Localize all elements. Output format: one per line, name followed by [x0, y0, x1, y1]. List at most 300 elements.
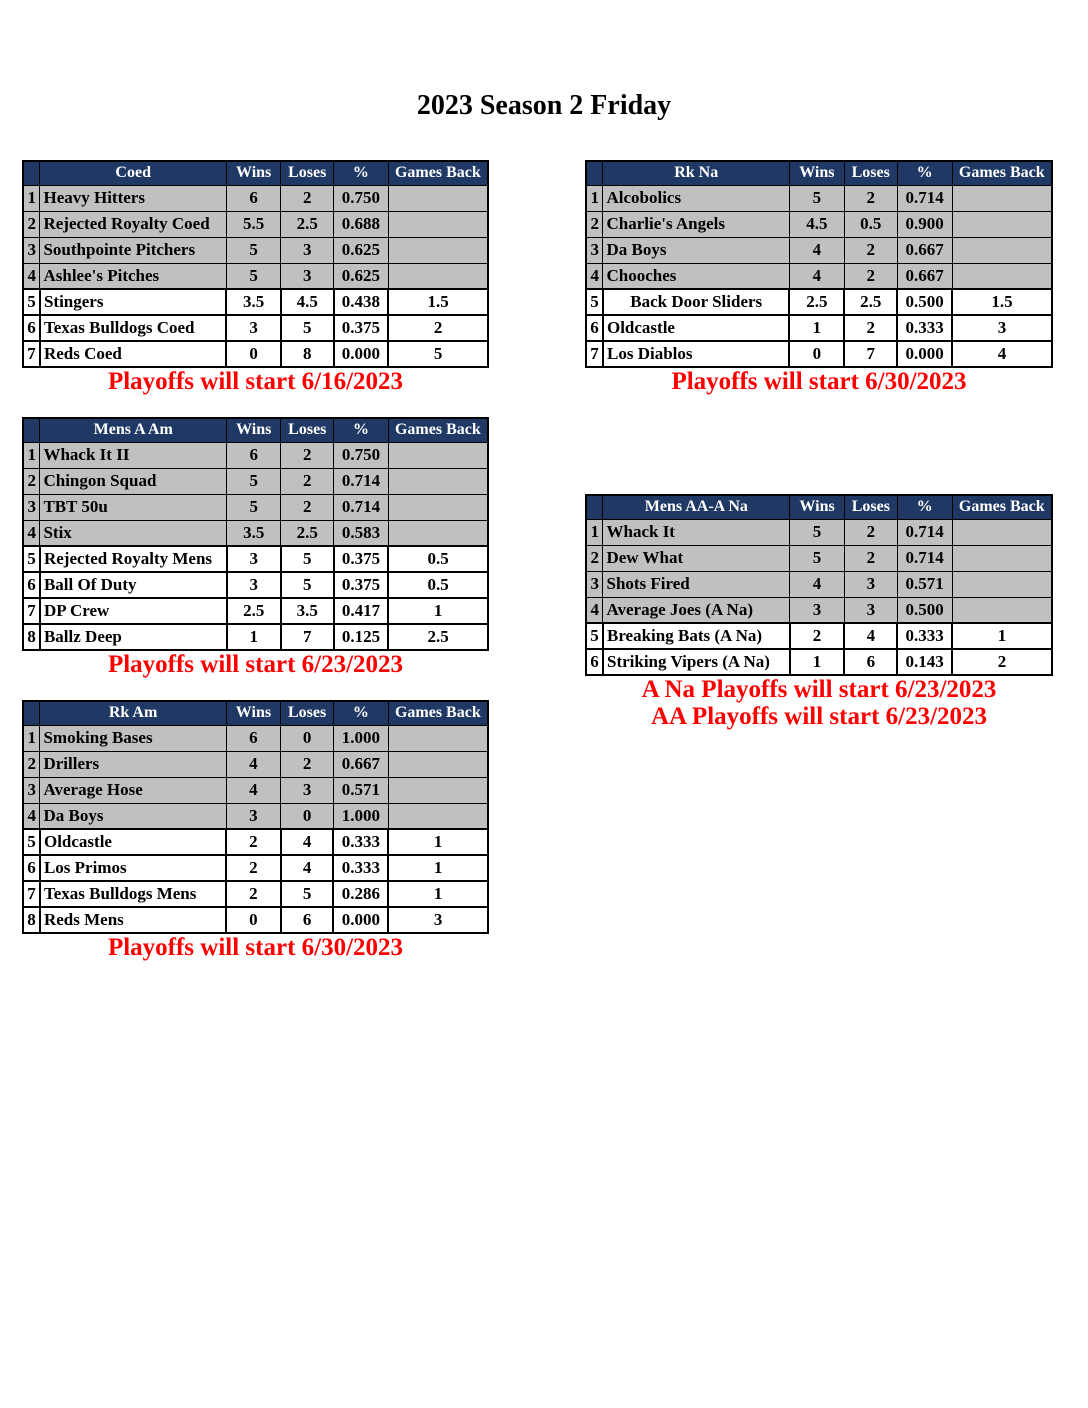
loses-cell: 2 [844, 545, 897, 571]
loses-cell: 0.5 [844, 211, 897, 237]
loses-cell: 2.5 [281, 520, 334, 546]
rank-cell: 1 [586, 519, 603, 545]
table-row [586, 315, 1052, 341]
rank-cell: 6 [23, 572, 40, 598]
table-row [586, 623, 1052, 649]
standings-section-mens-aa-a-na [585, 494, 1053, 731]
playoff-note: Playoffs will start 6/30/2023 [671, 368, 967, 395]
games-back-cell [952, 519, 1052, 545]
pct-cell: 0.714 [897, 519, 952, 545]
rank-cell: 5 [586, 623, 603, 649]
wins-header: Wins [789, 161, 844, 185]
rank-cell: 3 [23, 237, 40, 263]
standings-section-mens-a-am [22, 417, 489, 678]
pct-cell: 1.000 [333, 803, 388, 829]
league-name-header: Mens A Am [40, 418, 227, 442]
games-back-cell: 2 [388, 315, 488, 341]
team-cell: Smoking Bases [40, 725, 226, 751]
loses-cell: 2 [281, 494, 334, 520]
table-row [23, 598, 488, 624]
league-name-header: Coed [40, 161, 226, 185]
table-row [23, 546, 488, 572]
wins-cell: 2.5 [227, 598, 281, 624]
pct-cell: 0.714 [334, 494, 389, 520]
loses-cell: 5 [281, 572, 334, 598]
wins-cell: 0 [226, 907, 281, 933]
loses-cell: 3 [281, 777, 334, 803]
games-back-cell: 0.5 [388, 546, 488, 572]
table-row [586, 649, 1052, 675]
pct-cell: 0.000 [897, 341, 952, 367]
pct-cell: 0.571 [333, 777, 388, 803]
team-cell: Rejected Royalty Mens [40, 546, 227, 572]
table-row [23, 520, 488, 546]
rank-cell: 2 [23, 468, 40, 494]
loses-cell: 0 [281, 803, 334, 829]
games-back-cell: 1 [952, 623, 1052, 649]
loses-cell: 2 [281, 442, 334, 468]
team-cell: DP Crew [40, 598, 227, 624]
loses-cell: 4.5 [281, 289, 334, 315]
team-cell: Whack It [603, 519, 790, 545]
wins-cell: 1 [790, 649, 845, 675]
team-cell: Drillers [40, 751, 226, 777]
wins-header: Wins [227, 418, 281, 442]
games-back-cell: 2.5 [388, 624, 488, 650]
pct-cell: 0.333 [333, 855, 388, 881]
loses-cell: 4 [844, 623, 897, 649]
games-back-cell: 1 [388, 598, 488, 624]
pct-cell: 0.625 [334, 263, 389, 289]
games-back-cell: 1.5 [952, 289, 1052, 315]
loses-cell: 2 [844, 237, 897, 263]
team-cell: Stix [40, 520, 227, 546]
games-back-cell: 1.5 [388, 289, 488, 315]
table-row [586, 571, 1052, 597]
loses-cell: 7 [281, 624, 334, 650]
pct-cell: 0.286 [333, 881, 388, 907]
rank-cell: 7 [23, 598, 40, 624]
rank-cell: 7 [23, 341, 40, 367]
games-back-cell [388, 263, 488, 289]
table-row [23, 855, 488, 881]
pct-cell: 0.688 [334, 211, 389, 237]
rank-cell: 3 [586, 571, 603, 597]
games-back-cell [388, 185, 488, 211]
games-back-cell [952, 185, 1052, 211]
rank-cell: 2 [23, 751, 40, 777]
pct-cell: 0.333 [333, 829, 388, 855]
table-row [586, 519, 1052, 545]
loses-cell: 3 [281, 263, 334, 289]
rank-cell: 1 [23, 442, 40, 468]
loses-header: Loses [281, 701, 334, 725]
team-cell: Rejected Royalty Coed [40, 211, 226, 237]
rank-cell: 5 [23, 829, 40, 855]
pct-cell: 0.750 [334, 185, 389, 211]
wins-cell: 5.5 [226, 211, 280, 237]
pct-cell: 0.583 [334, 520, 389, 546]
loses-cell: 4 [281, 829, 334, 855]
team-cell: TBT 50u [40, 494, 227, 520]
wins-header: Wins [790, 495, 845, 519]
table-row [586, 289, 1052, 315]
games-back-cell [388, 777, 488, 803]
pct-cell: 0.667 [333, 751, 388, 777]
loses-cell: 3 [844, 597, 897, 623]
pct-cell: 0.714 [897, 545, 952, 571]
table-header-row [23, 701, 488, 725]
wins-cell: 4 [226, 751, 281, 777]
rank-cell: 8 [23, 907, 40, 933]
team-cell: Chingon Squad [40, 468, 227, 494]
loses-cell: 5 [281, 315, 334, 341]
standings-table-coed [22, 160, 489, 368]
games-back-cell: 0.5 [388, 572, 488, 598]
games-back-cell [388, 211, 488, 237]
wins-cell: 3 [227, 546, 281, 572]
games-back-cell [388, 237, 488, 263]
table-row [23, 442, 488, 468]
table-row [23, 185, 488, 211]
rank-cell: 5 [23, 546, 40, 572]
games-back-cell: 1 [388, 881, 488, 907]
loses-cell: 8 [281, 341, 334, 367]
pct-cell: 0.571 [897, 571, 952, 597]
games-back-cell [952, 237, 1052, 263]
pct-cell: 0.125 [334, 624, 389, 650]
loses-header: Loses [281, 161, 334, 185]
loses-cell: 2 [844, 519, 897, 545]
team-cell: Reds Mens [40, 907, 226, 933]
games-back-cell [388, 468, 488, 494]
wins-cell: 5 [790, 545, 845, 571]
pct-cell: 1.000 [333, 725, 388, 751]
table-row [23, 341, 488, 367]
pct-cell: 0.000 [333, 907, 388, 933]
playoff-note: Playoffs will start 6/30/2023 [107, 934, 404, 961]
table-row [23, 881, 488, 907]
pct-cell: 0.333 [897, 315, 952, 341]
pct-cell: 0.375 [334, 546, 389, 572]
standings-table-mens-aa-a-na [585, 494, 1053, 676]
games-back-cell [388, 725, 488, 751]
wins-cell: 2 [226, 881, 281, 907]
loses-cell: 3 [281, 237, 334, 263]
wins-cell: 4 [789, 237, 844, 263]
rank-cell: 3 [23, 494, 40, 520]
rank-cell: 6 [586, 315, 603, 341]
loses-cell: 2.5 [844, 289, 897, 315]
loses-cell: 0 [281, 725, 334, 751]
rank-header [23, 161, 40, 185]
team-cell: Los Diablos [603, 341, 789, 367]
pct-cell: 0.667 [897, 263, 952, 289]
rank-header [23, 701, 40, 725]
wins-cell: 4.5 [789, 211, 844, 237]
table-row [586, 341, 1052, 367]
standings-table-rk-am [22, 700, 489, 934]
rank-cell: 8 [23, 624, 40, 650]
table-row [23, 907, 488, 933]
table-row [23, 263, 488, 289]
table-row [23, 468, 488, 494]
team-cell: Heavy Hitters [40, 185, 226, 211]
wins-cell: 6 [226, 185, 280, 211]
wins-cell: 4 [226, 777, 281, 803]
rank-cell: 4 [23, 263, 40, 289]
pct-header: % [897, 161, 952, 185]
team-cell: Alcobolics [603, 185, 789, 211]
loses-cell: 3 [844, 571, 897, 597]
team-cell: Dew What [603, 545, 790, 571]
loses-cell: 2 [844, 185, 897, 211]
table-row [23, 572, 488, 598]
rank-cell: 7 [23, 881, 40, 907]
playoff-note: AA Playoffs will start 6/23/2023 [650, 703, 988, 731]
pct-cell: 0.000 [334, 341, 389, 367]
pct-cell: 0.714 [334, 468, 389, 494]
team-cell: Los Primos [40, 855, 226, 881]
wins-cell: 5 [226, 237, 280, 263]
wins-cell: 2.5 [789, 289, 844, 315]
table-row [23, 624, 488, 650]
loses-cell: 2 [281, 751, 334, 777]
table-row [23, 494, 488, 520]
table-header-row [586, 495, 1052, 519]
games-back-header: Games Back [952, 495, 1052, 519]
games-back-cell [388, 494, 488, 520]
standings-table-rk-na [585, 160, 1053, 368]
table-row [586, 545, 1052, 571]
table-row [586, 263, 1052, 289]
rank-header [586, 161, 603, 185]
team-cell: Whack It II [40, 442, 227, 468]
pct-cell: 0.750 [334, 442, 389, 468]
rank-cell: 5 [23, 289, 40, 315]
team-cell: Breaking Bats (A Na) [603, 623, 790, 649]
team-cell: Da Boys [603, 237, 789, 263]
team-cell: Striking Vipers (A Na) [603, 649, 790, 675]
loses-cell: 6 [844, 649, 897, 675]
wins-cell: 3.5 [226, 289, 280, 315]
page-title: 2023 Season 2 Friday [416, 90, 672, 121]
team-cell: Average Joes (A Na) [603, 597, 790, 623]
games-back-cell: 3 [952, 315, 1052, 341]
team-cell: Ball Of Duty [40, 572, 227, 598]
team-cell: Stingers [40, 289, 226, 315]
pct-cell: 0.500 [897, 597, 952, 623]
wins-cell: 3.5 [227, 520, 281, 546]
team-cell: Charlie's Angels [603, 211, 789, 237]
loses-cell: 4 [281, 855, 334, 881]
wins-cell: 5 [226, 263, 280, 289]
wins-header: Wins [226, 161, 280, 185]
team-cell: Texas Bulldogs Coed [40, 315, 226, 341]
pct-cell: 0.714 [897, 185, 952, 211]
games-back-cell: 2 [952, 649, 1052, 675]
wins-cell: 3 [227, 572, 281, 598]
team-cell: Texas Bulldogs Mens [40, 881, 226, 907]
table-row [23, 211, 488, 237]
table-row [23, 777, 488, 803]
games-back-cell [388, 442, 488, 468]
wins-cell: 6 [227, 442, 281, 468]
games-back-cell: 3 [388, 907, 488, 933]
table-header-row [23, 418, 488, 442]
league-name-header: Mens AA-A Na [603, 495, 790, 519]
rank-cell: 6 [23, 855, 40, 881]
pct-cell: 0.900 [897, 211, 952, 237]
wins-cell: 6 [226, 725, 281, 751]
rank-cell: 3 [23, 777, 40, 803]
wins-cell: 2 [226, 829, 281, 855]
wins-cell: 1 [227, 624, 281, 650]
games-back-cell: 1 [388, 855, 488, 881]
pct-cell: 0.438 [334, 289, 389, 315]
games-back-cell: 4 [952, 341, 1052, 367]
pct-cell: 0.143 [897, 649, 952, 675]
games-back-cell [388, 751, 488, 777]
rank-cell: 2 [23, 211, 40, 237]
wins-cell: 3 [226, 803, 281, 829]
team-cell: Southpointe Pitchers [40, 237, 226, 263]
wins-cell: 1 [789, 315, 844, 341]
team-cell: Oldcastle [40, 829, 226, 855]
playoff-note: Playoffs will start 6/16/2023 [107, 368, 404, 395]
pct-cell: 0.375 [334, 572, 389, 598]
games-back-cell [952, 597, 1052, 623]
games-back-cell [388, 520, 488, 546]
table-row [586, 597, 1052, 623]
team-cell: Chooches [603, 263, 789, 289]
table-row [23, 803, 488, 829]
rank-cell: 1 [586, 185, 603, 211]
rank-cell: 1 [23, 185, 40, 211]
team-cell: Reds Coed [40, 341, 226, 367]
pct-header: % [897, 495, 952, 519]
games-back-header: Games Back [388, 161, 488, 185]
games-back-cell [952, 571, 1052, 597]
rank-cell: 6 [23, 315, 40, 341]
rank-cell: 7 [586, 341, 603, 367]
loses-cell: 6 [281, 907, 334, 933]
loses-cell: 2 [844, 315, 897, 341]
rank-cell: 5 [586, 289, 603, 315]
wins-cell: 5 [227, 468, 281, 494]
rank-header [586, 495, 603, 519]
standings-section-rk-na [585, 160, 1053, 395]
loses-cell: 2 [844, 263, 897, 289]
rank-cell: 4 [586, 597, 603, 623]
rank-header [23, 418, 40, 442]
table-row [23, 829, 488, 855]
games-back-header: Games Back [388, 418, 488, 442]
table-header-row [23, 161, 488, 185]
loses-cell: 2 [281, 468, 334, 494]
team-cell: Back Door Sliders [603, 289, 789, 315]
table-row [586, 237, 1052, 263]
pct-cell: 0.375 [334, 315, 389, 341]
rank-cell: 4 [23, 803, 40, 829]
loses-cell: 5 [281, 881, 334, 907]
table-row [23, 289, 488, 315]
pct-cell: 0.333 [897, 623, 952, 649]
wins-cell: 2 [226, 855, 281, 881]
games-back-header: Games Back [388, 701, 488, 725]
pct-header: % [334, 161, 389, 185]
games-back-cell: 5 [388, 341, 488, 367]
pct-cell: 0.667 [897, 237, 952, 263]
pct-cell: 0.625 [334, 237, 389, 263]
games-back-cell: 1 [388, 829, 488, 855]
loses-cell: 2.5 [281, 211, 334, 237]
team-cell: Ballz Deep [40, 624, 227, 650]
table-row [23, 751, 488, 777]
playoff-note: Playoffs will start 6/23/2023 [107, 651, 404, 678]
wins-cell: 0 [789, 341, 844, 367]
wins-cell: 3 [790, 597, 845, 623]
team-cell: Shots Fired [603, 571, 790, 597]
loses-header: Loses [281, 418, 334, 442]
loses-cell: 5 [281, 546, 334, 572]
rank-cell: 6 [586, 649, 603, 675]
pct-cell: 0.417 [334, 598, 389, 624]
loses-header: Loses [844, 495, 897, 519]
loses-cell: 3.5 [281, 598, 334, 624]
table-row [23, 237, 488, 263]
wins-header: Wins [226, 701, 281, 725]
team-cell: Ashlee's Pitches [40, 263, 226, 289]
games-back-cell [952, 263, 1052, 289]
team-cell: Oldcastle [603, 315, 789, 341]
table-row [23, 725, 488, 751]
rank-cell: 1 [23, 725, 40, 751]
team-cell: Da Boys [40, 803, 226, 829]
loses-cell: 2 [281, 185, 334, 211]
wins-cell: 3 [226, 315, 280, 341]
wins-cell: 5 [790, 519, 845, 545]
table-row [586, 211, 1052, 237]
wins-cell: 5 [789, 185, 844, 211]
wins-cell: 4 [790, 571, 845, 597]
rank-cell: 2 [586, 545, 603, 571]
wins-cell: 5 [227, 494, 281, 520]
table-row [23, 315, 488, 341]
games-back-cell [388, 803, 488, 829]
table-row [586, 185, 1052, 211]
pct-header: % [334, 418, 389, 442]
rank-cell: 4 [23, 520, 40, 546]
games-back-cell [952, 211, 1052, 237]
games-back-cell [952, 545, 1052, 571]
league-name-header: Rk Am [40, 701, 226, 725]
games-back-header: Games Back [952, 161, 1052, 185]
standings-section-rk-am [22, 700, 489, 961]
rank-cell: 3 [586, 237, 603, 263]
standings-table-mens-a-am [22, 417, 489, 651]
loses-cell: 7 [844, 341, 897, 367]
standings-section-coed [22, 160, 489, 395]
rank-cell: 4 [586, 263, 603, 289]
pct-cell: 0.500 [897, 289, 952, 315]
pct-header: % [333, 701, 388, 725]
wins-cell: 0 [226, 341, 280, 367]
table-header-row [586, 161, 1052, 185]
wins-cell: 2 [790, 623, 845, 649]
team-cell: Average Hose [40, 777, 226, 803]
loses-header: Loses [844, 161, 897, 185]
